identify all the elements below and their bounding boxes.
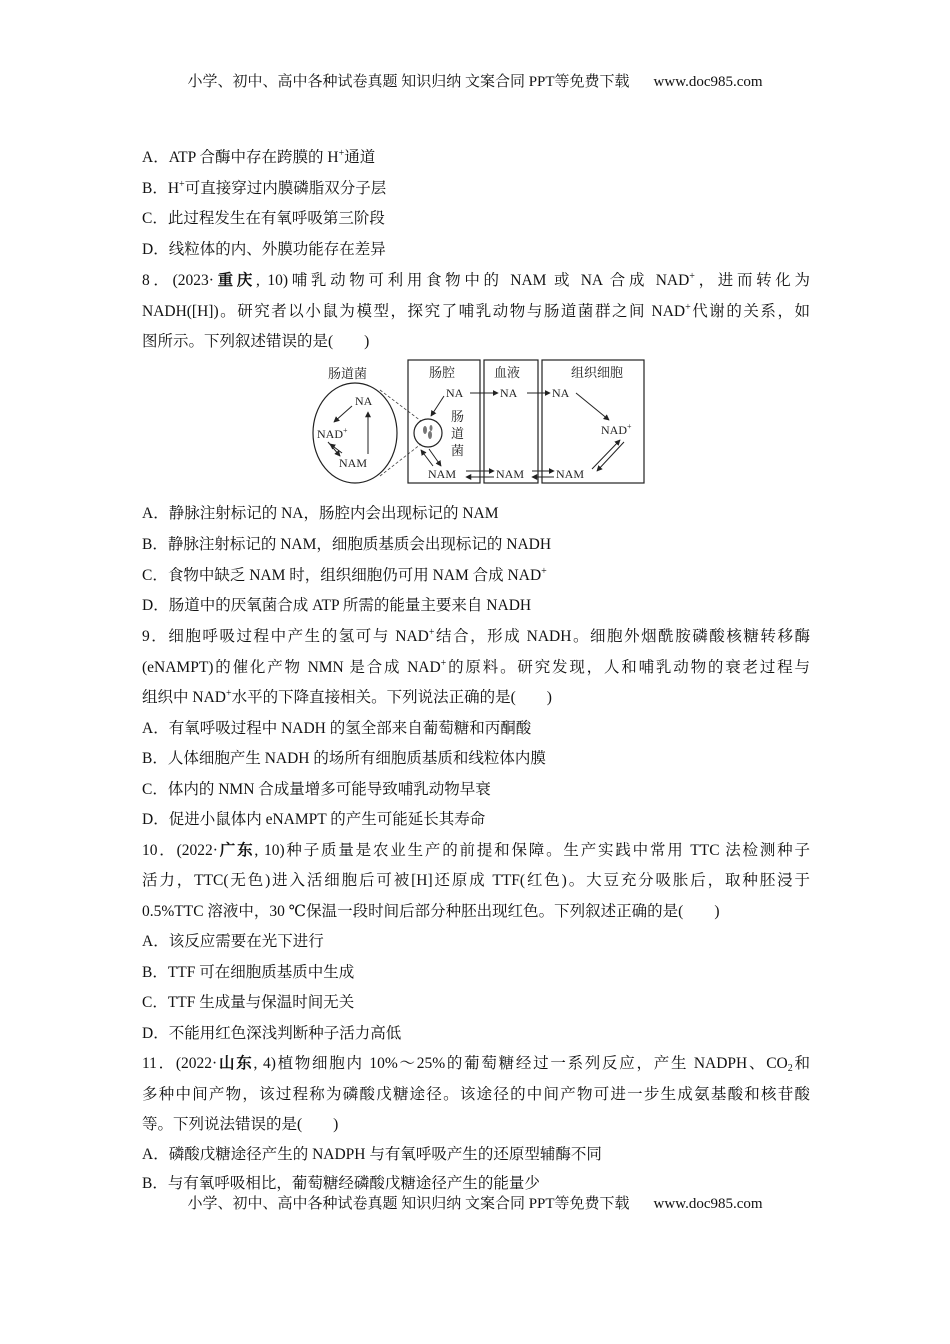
header-site: www.doc985.com (653, 74, 763, 90)
tissue-nam-label: NAM (556, 467, 585, 481)
q10-option-c: C．TTF 生成量与保温时间无关 (142, 994, 355, 1011)
q11-stem-line1: 11．(2022·山东, 4)植物细胞内 10%～25%的葡萄糖经过一系列反应，产生 NADPH、$CO_2$和 (142, 1055, 810, 1074)
arrow-tissue-na-to-nad (576, 393, 609, 420)
bact-na-label: NA (355, 394, 373, 408)
zoom-line-bottom (380, 444, 421, 476)
q7-option-c: C．此过程发生在有氧呼吸第三阶段 (142, 210, 385, 227)
page-header (0, 70, 950, 91)
q11-stem-line2: 多种中间产物，该过程称为磷酸戊糖途径。该途径的中间产物可进一步生成氨基酸和核苷酸 (142, 1086, 810, 1103)
q11-option-b: B．与有氧呼吸相比，葡萄糖经磷酸戊糖途径产生的能量少 (142, 1175, 540, 1192)
q10-stem-line1: 10．(2022·广东, 10)种子质量是农业生产的前提和保障。生产实践中常用 TTC 法检测种子 (142, 842, 810, 859)
footer-site: www.doc985.com (653, 1196, 763, 1212)
q9-stem-line1: 9．细胞呼吸过程中产生的氢可与 NAD+结合，形成 NADH。细胞外烟酰胺磷酸核糖转移酶 (142, 627, 810, 645)
arrow-nad-to-nam (328, 442, 340, 456)
arrow-nam-to-nad (592, 440, 620, 469)
q9-option-c: C．体内的 NMN 合成量增多可能导致哺乳动物早衰 (142, 781, 491, 798)
q8-stem-line1: 8．(2023·重庆, 10)哺乳动物可利用食物中的 NAM 或 NA 合成 NAD+，进而转化为 (142, 271, 810, 289)
blood-nam-label: NAM (496, 467, 525, 481)
q9-stem-line2: (eNAMPT)的催化产物 NMN 是合成 NAD+的原料。研究发现，人和哺乳动物的衰老过程与 (142, 658, 810, 676)
q9-option-a: A．有氧呼吸过程中 NADH 的氢全部来自葡萄糖和丙酮酸 (142, 720, 532, 737)
q9-option-d: D．促进小鼠体内 eNAMPT 的产生可能延长其寿命 (142, 811, 486, 828)
q7-option-b: B．H+可直接穿过内膜磷脂双分子层 (142, 179, 387, 197)
bacteria-title: 肠道菌 (328, 366, 368, 381)
q8-option-d: D．肠道中的厌氧菌合成 ATP 所需的能量主要来自 NADH (142, 597, 532, 614)
q10-option-a: A．该反应需要在光下进行 (142, 933, 324, 950)
lumen-bact-char-1: 肠 (451, 409, 465, 424)
blood-na-label: NA (500, 386, 518, 400)
bact-nad-label: NAD+ (317, 426, 348, 441)
q8-stem-line2: NADH([H])。研究者以小鼠为模型，探究了哺乳动物与肠道菌群之间 NAD+代谢的关系，如 (142, 302, 810, 320)
zoom-line-top (380, 390, 421, 421)
header-text: 小学、初中、高中各种试卷真题 知识归纳 文案合同 PPT等免费下载 (187, 74, 630, 90)
q10-option-b: B．TTF 可在细胞质基质中生成 (142, 964, 355, 981)
lumen-bact-char-2: 道 (451, 426, 465, 441)
tissue-nad-label: NAD+ (601, 422, 632, 437)
q8-option-c: C．食物中缺乏 NAM 时，组织细胞仍可用 NAM 合成 NAD+ (142, 566, 547, 584)
bacterium-3 (430, 425, 433, 431)
q10-option-d: D．不能用红色深浅判断种子活力高低 (142, 1025, 402, 1042)
page-footer (0, 1192, 950, 1213)
q7-option-a: A．ATP 合酶中存在跨膜的 H+通道 (142, 148, 376, 166)
q10-stem-line3: 0.5%TTC 溶液中，30 ℃保温一段时间后部分种胚出现红色。下列叙述正确的是( ) (142, 903, 720, 920)
bacterium-2 (428, 431, 432, 439)
tissue-title: 组织细胞 (571, 365, 624, 380)
lumen-title: 肠腔 (429, 365, 456, 380)
nad-metabolism-diagram (308, 358, 646, 486)
footer-text: 小学、初中、高中各种试卷真题 知识归纳 文案合同 PPT等免费下载 (187, 1196, 630, 1212)
bact-nam-label: NAM (339, 456, 368, 470)
q8-option-b: B．静脉注射标记的 NAM，细胞质基质会出现标记的 NADH (142, 536, 552, 553)
q8-option-a: A．静脉注射标记的 NA，肠腔内会出现标记的 NAM (142, 505, 499, 522)
q7-option-d: D．线粒体的内、外膜功能存在差异 (142, 241, 386, 258)
bacterium-1 (423, 426, 427, 434)
lumen-na-label: NA (446, 386, 464, 400)
lumen-nam-label: NAM (428, 467, 457, 481)
q11-option-a: A．磷酸戊糖途径产生的 NADPH 与有氧呼吸产生的还原型辅酶不同 (142, 1146, 602, 1163)
blood-title: 血液 (494, 365, 521, 380)
tissue-na-label: NA (552, 386, 570, 400)
bacteria-circle (414, 419, 442, 447)
arrow-na-to-nad (334, 406, 352, 422)
q11-stem-line3: 等。下列说法错误的是( ) (142, 1116, 339, 1133)
q10-stem-line2: 活力，TTC(无色)进入活细胞后可被[H]还原成 TTF(红色)。大豆充分吸胀后，取种胚浸于 (142, 872, 810, 889)
q8-stem-line3: 图所示。下列叙述错误的是( ) (142, 333, 370, 350)
lumen-bact-char-3: 菌 (451, 443, 465, 458)
q9-option-b: B．人体细胞产生 NADH 的场所有细胞质基质和线粒体内膜 (142, 750, 546, 767)
q9-stem-line3: 组织中 NAD+水平的下降直接相关。下列说法正确的是( ) (142, 688, 552, 706)
arrow-lumen-na-to-bact (431, 396, 444, 416)
arrow-nad-to-nam (597, 442, 624, 471)
